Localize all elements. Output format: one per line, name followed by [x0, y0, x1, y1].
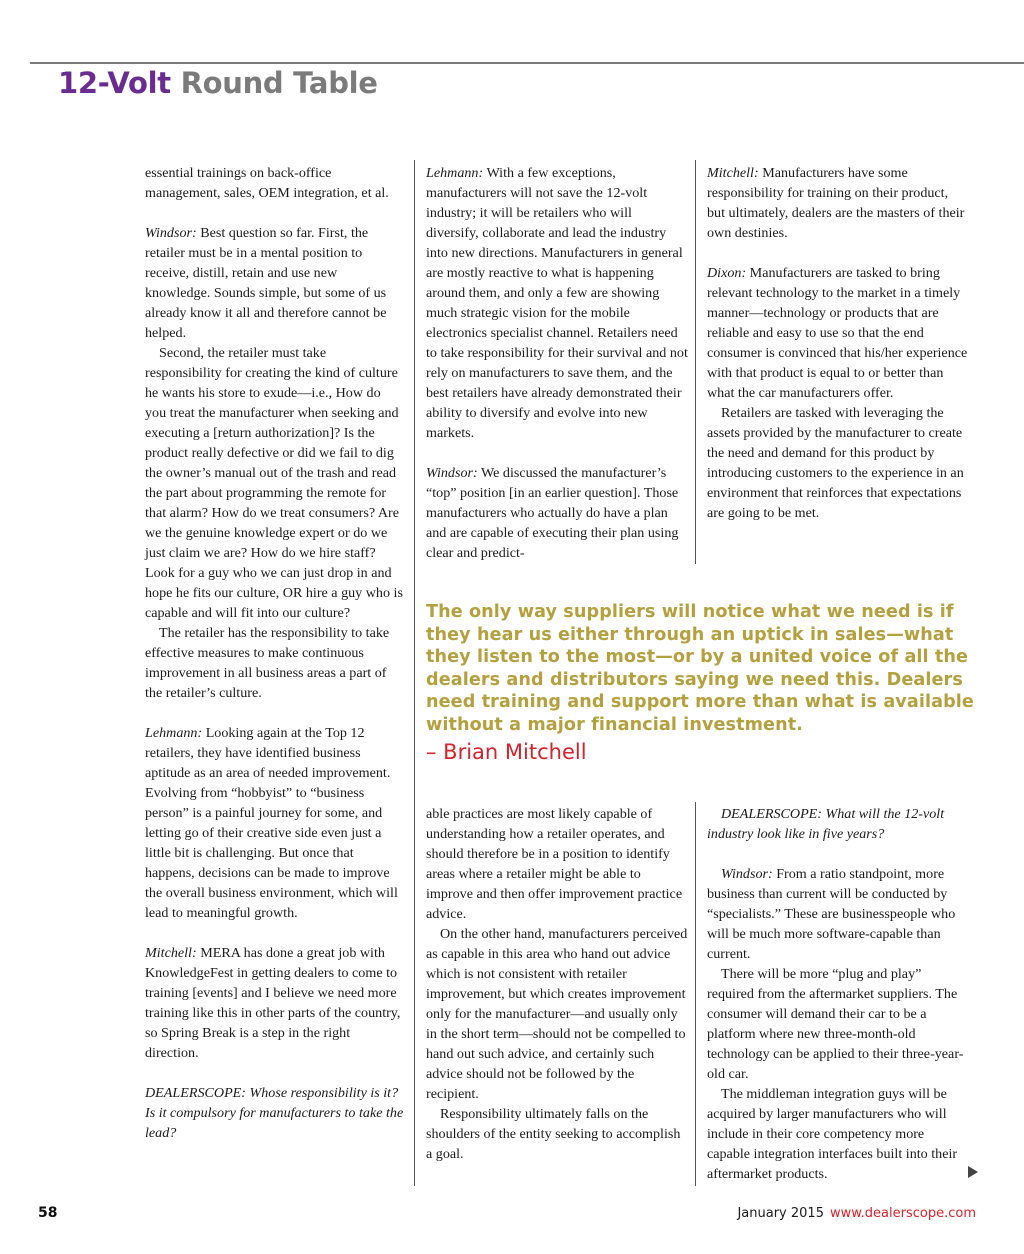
- paragraph: [145, 943, 405, 1063]
- paragraph: [707, 964, 969, 1084]
- paragraph-text: From a ratio standpoint, more business than current will be conducted by “specialists.” These are businesspeople who will be much more software-capable than current.: [707, 866, 956, 962]
- paragraph: [426, 1104, 688, 1164]
- section-title: [58, 66, 378, 100]
- page-number: 58: [38, 1205, 58, 1221]
- column-divider: [695, 160, 696, 564]
- paragraph: [707, 864, 969, 964]
- section-title-accent: 12-Volt: [58, 66, 171, 100]
- paragraph-text: With a few exceptions, manufacturers will not save the 12-volt industry; it will be retailers who will diversify, collaborate and lead the industry into new directions. Manufacturers in general are mostly reactive to what is happening around them, and only a few are showing much strategic vision for the mobile electronics specialist channel. Retailers need to take responsibility for their survival and not rely on manufacturers to save them, and the best retailers have already demonstrated their ability to diversify and evolve into new markets.: [426, 165, 688, 441]
- paragraph-text: essential trainings on back-office management, sales, OEM integration, et al.: [145, 165, 389, 201]
- paragraph-spacer: [707, 844, 969, 864]
- speaker-name: Mitchell:: [707, 165, 759, 181]
- article-column-2-bottom: [426, 804, 688, 1164]
- paragraph-text: Retailers are tasked with leveraging the assets provided by the manufacturer to create the need and demand for this product by introducing customers to the experience in an environment that reinforces that expectations are going to be met.: [707, 405, 964, 521]
- article-column-1: [145, 163, 405, 1143]
- paragraph-text: MERA has done a great job with KnowledgeFest in getting dealers to come to training [events] and I believe we need more training like this in other parts of the country, so Spring Break is a step in the right direction.: [145, 945, 401, 1061]
- paragraph-text: Second, the retailer must take responsibility for creating the kind of culture he wants his store to exude—i.e., How do you treat the manufacturer when seeking and executing a [return authorization]? Is the product really defective or did we fail to dig the owner’s manual out of the trash and read the part about programming the remote for that alarm? How do we treat consumers? Are we the genuine knowledge expert or do we just claim we are? How do we hire staff? Look for a guy who we can just drop in and hope he fits our culture, OR hire a guy who is capable and will fit into our culture?: [145, 345, 403, 621]
- pull-quote-attribution: – Brian Mitchell: [426, 740, 587, 764]
- paragraph-text: On the other hand, manufacturers perceived as capable in this area who hand out advice which is not consistent with retailer improvement, but which creates improvement only for the manufacturer—and usually only in the short term—should not be compelled to hand out such advice, and certainly such advice should not be followed by the recipient.: [426, 926, 688, 1102]
- article-column-2-top: [426, 163, 688, 563]
- paragraph-spacer: [145, 203, 405, 223]
- speaker-name: Mitchell:: [145, 945, 197, 961]
- interview-question: [707, 804, 969, 844]
- website-link[interactable]: www.dealerscope.com: [829, 1206, 976, 1221]
- paragraph: [426, 804, 688, 924]
- paragraph-spacer: [145, 703, 405, 723]
- question-text: DEALERSCOPE: Whose responsibility is it? Is it compulsory for manufacturers to take the lead?: [145, 1085, 404, 1141]
- paragraph: [707, 1084, 969, 1184]
- paragraph: [707, 403, 969, 523]
- paragraph: [426, 924, 688, 1104]
- paragraph-text: able practices are most likely capable of understanding how a retailer operates, and should therefore be in a position to identify areas where a retailer might be able to improve and then offer improvement practice advice.: [426, 806, 683, 922]
- paragraph-text: Best question so far. First, the retailer must be in a mental position to receive, distill, retain and use new knowledge. Sounds simple, but some of us already know it all and therefore cannot be helped.: [145, 225, 387, 341]
- speaker-name: Lehmann:: [145, 725, 203, 741]
- paragraph-text: There will be more “plug and play” required from the aftermarket suppliers. The consumer will demand their car to be a platform where new three-month-old technology can be applied to their three-year-old car.: [707, 966, 964, 1082]
- paragraph-spacer: [145, 923, 405, 943]
- interview-question: [145, 1083, 405, 1143]
- footer-info: [737, 1206, 976, 1221]
- paragraph: [426, 163, 688, 443]
- article-column-3-bottom: [707, 804, 969, 1184]
- paragraph: [426, 463, 688, 563]
- paragraph-text: The middleman integration guys will be acquired by larger manufacturers who will include in their core competency more capable integration interfaces built into their aftermarket products.: [707, 1086, 958, 1182]
- paragraph-text: We discussed the manufacturer’s “top” position [in an earlier question]. Those manufacturers who actually do have a plan and are capable of executing their plan using clear and predict-: [426, 465, 679, 561]
- issue-date: January 2015: [737, 1206, 824, 1221]
- pull-quote: The only way suppliers will notice what we need is if they hear us either through an uptick in sales—what they listen to the most—or by a united voice of all the dealers and distributors saying we need this. Dealers need training and support more than what is available without a major financial investment.: [426, 602, 974, 735]
- column-divider: [695, 802, 696, 1186]
- paragraph: [707, 163, 969, 243]
- speaker-name: Windsor:: [145, 225, 197, 241]
- paragraph: [145, 343, 405, 623]
- continue-arrow-icon: [968, 1166, 978, 1178]
- speaker-name: Lehmann:: [426, 165, 484, 181]
- paragraph: [145, 723, 405, 923]
- paragraph-text: The retailer has the responsibility to take effective measures to make continuous improvement in all business areas a part of the retailer’s culture.: [145, 625, 390, 701]
- column-divider: [414, 160, 415, 1186]
- paragraph-text: Looking again at the Top 12 retailers, they have identified business aptitude as an area of needed improvement. Evolving from “hobbyist” to “business person” is a painful journey for some, and letting go of their creative side even just a little bit is challenging. But once that happens, decisions can be made to improve the overall business environment, which will lead to meaningful growth.: [145, 725, 398, 921]
- paragraph-spacer: [145, 1063, 405, 1083]
- section-title-rest: Round Table: [180, 66, 378, 100]
- paragraph: [145, 623, 405, 703]
- article-column-3-top: [707, 163, 969, 523]
- speaker-name: Windsor:: [426, 465, 478, 481]
- paragraph-text: Manufacturers have some responsibility for training on their product, but ultimately, dealers are the masters of their own destinies.: [707, 165, 965, 241]
- paragraph-text: Manufacturers are tasked to bring relevant technology to the market in a timely manner—technology or products that are reliable and easy to use so that the end consumer is convinced that his/her experience with that product is equal to or better than what the car manufacturers offer.: [707, 265, 968, 401]
- paragraph: [707, 263, 969, 403]
- paragraph: [145, 223, 405, 343]
- paragraph-text: Responsibility ultimately falls on the shoulders of the entity seeking to accomplish a goal.: [426, 1106, 681, 1162]
- speaker-name: Dixon:: [707, 265, 747, 281]
- question-text: DEALERSCOPE: What will the 12-volt industry look like in five years?: [707, 806, 945, 842]
- speaker-name: Windsor:: [721, 866, 773, 882]
- paragraph-spacer: [707, 243, 969, 263]
- header-rule: [30, 62, 1024, 64]
- paragraph-spacer: [426, 443, 688, 463]
- paragraph: [145, 163, 405, 203]
